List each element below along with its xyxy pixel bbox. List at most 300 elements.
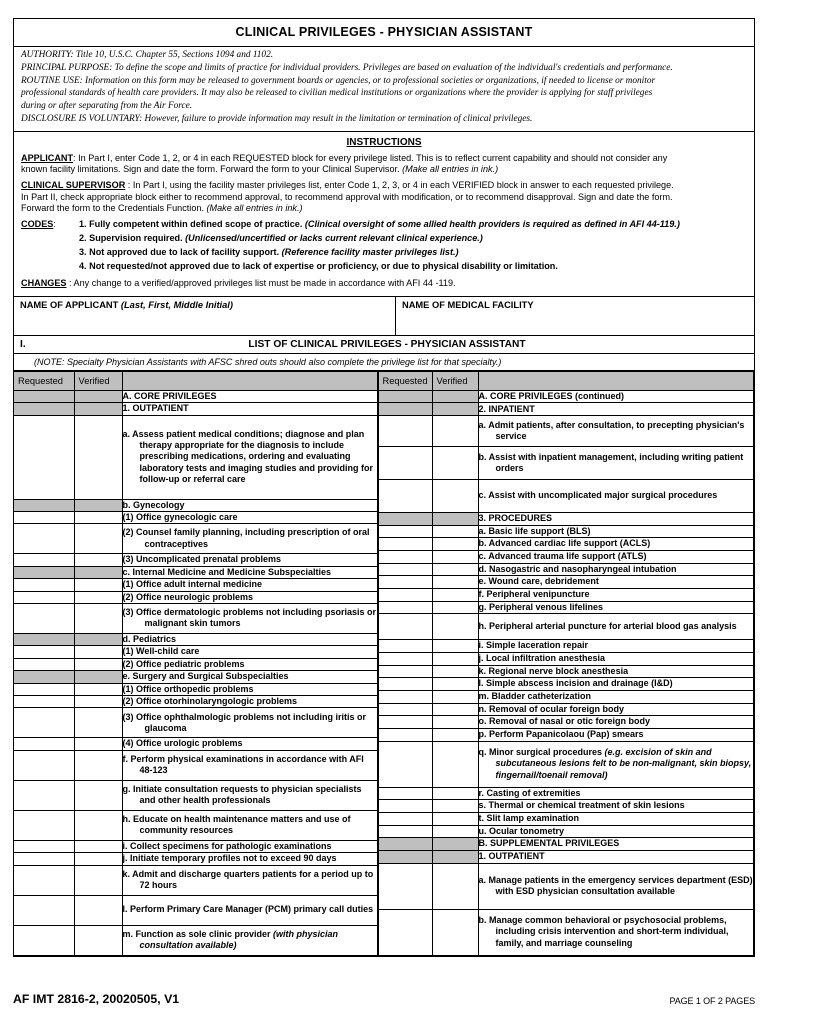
privilege-label: (4) Office urologic problems: [122, 738, 243, 749]
requested-code-cell[interactable]: [14, 591, 74, 603]
codes-label-wrap: [21, 219, 79, 275]
privilege-label-cell: [478, 863, 753, 909]
requested-code-cell: [14, 499, 74, 511]
privilege-row: [14, 591, 377, 603]
verified-code-cell[interactable]: [74, 658, 122, 670]
privilege-row: [378, 678, 753, 691]
requested-code-cell[interactable]: [14, 780, 74, 810]
privilege-label-cell: [478, 576, 753, 589]
section-i-number: I.: [20, 338, 26, 350]
privilege-row: [378, 703, 753, 716]
privilege-label-cell: [122, 524, 377, 554]
privilege-label: g. Initiate consultation requests to physician specialists and other health professionals: [122, 783, 362, 806]
requested-code-cell[interactable]: [14, 524, 74, 554]
verified-code-cell[interactable]: [432, 728, 478, 741]
code-note: (Reference facility master privileges list.): [281, 246, 459, 257]
verified-code-cell[interactable]: [432, 909, 478, 955]
authority-line: during or after separating from the Air Force.: [21, 101, 193, 112]
verified-code-cell[interactable]: [432, 716, 478, 729]
verified-code-cell[interactable]: [74, 554, 122, 566]
privilege-label-cell: [478, 640, 753, 653]
requested-code-cell[interactable]: [378, 551, 432, 564]
column-header-requested: Requested: [378, 371, 432, 390]
requested-code-cell[interactable]: [378, 825, 432, 838]
requested-code-cell[interactable]: [14, 579, 74, 591]
code-item: [79, 233, 747, 245]
verified-code-cell[interactable]: [432, 690, 478, 703]
requested-code-cell[interactable]: [378, 728, 432, 741]
privilege-label: (2) Office pediatric problems: [122, 658, 245, 669]
privilege-label: h. Peripheral arterial puncture for arterial blood gas analysis: [478, 621, 737, 632]
authority-line: ROUTINE USE: Information on this form may be released to government boards or agencies, or to professional societies or organizations, if needed to license or monitor: [21, 75, 656, 86]
privilege-label-cell: [478, 678, 753, 691]
verified-code-cell[interactable]: [74, 603, 122, 633]
authority-line: DISCLOSURE IS VOLUNTARY: However, failure to provide information may result in the limitation or termination of clinical privileges.: [21, 113, 533, 124]
privilege-label: d. Nasogastric and nasopharyngeal intubation: [478, 563, 677, 574]
requested-code-cell: [14, 566, 74, 578]
privilege-label-cell: [478, 787, 753, 800]
privilege-row: [378, 787, 753, 800]
requested-code-cell: [378, 850, 432, 863]
verified-code-cell[interactable]: [74, 853, 122, 865]
privilege-label-cell: [122, 658, 377, 670]
privilege-label: c. Assist with uncomplicated major surgical procedures: [478, 490, 718, 501]
authority-line: PRINCIPAL PURPOSE: To define the scope and limits of practice for individual providers. Privileges are based on evaluation of the individual's credentials and performance.: [21, 62, 673, 73]
section-i-header: [13, 336, 755, 354]
privilege-row: [14, 390, 377, 402]
requested-code-cell[interactable]: [14, 646, 74, 658]
privilege-label: i. Simple laceration repair: [478, 640, 589, 651]
verified-code-cell[interactable]: [432, 416, 478, 447]
privilege-label-cell: [122, 853, 377, 865]
requested-code-cell[interactable]: [378, 614, 432, 640]
verified-code-cell[interactable]: [432, 825, 478, 838]
code-number: 1.: [79, 218, 90, 229]
privilege-label-cell: [478, 551, 753, 564]
privilege-label-cell: [478, 716, 753, 729]
requested-code-cell[interactable]: [14, 708, 74, 738]
privilege-row: [14, 696, 377, 708]
verified-code-cell[interactable]: [432, 665, 478, 678]
privilege-label: c. Internal Medicine and Medicine Subspecialties: [122, 566, 332, 577]
privilege-row: [14, 853, 377, 865]
privilege-label-cell: [122, 554, 377, 566]
verified-code-cell[interactable]: [432, 678, 478, 691]
privilege-label: (2) Office neurologic problems: [122, 591, 254, 602]
requested-code-cell[interactable]: [14, 738, 74, 750]
verified-code-cell[interactable]: [74, 865, 122, 895]
requested-code-cell[interactable]: [378, 576, 432, 589]
code-text: Not requested/not approved due to lack of expertise or proficiency, or due to physical disability or limitation.: [89, 261, 558, 272]
privilege-row: [14, 840, 377, 852]
requested-code-cell[interactable]: [14, 865, 74, 895]
verified-code-cell[interactable]: [432, 447, 478, 480]
requested-code-cell[interactable]: [14, 658, 74, 670]
privilege-label: 2. INPATIENT: [478, 403, 535, 414]
column-header-privilege: [478, 371, 753, 390]
code-item: [79, 219, 747, 231]
verified-code-cell[interactable]: [74, 511, 122, 523]
applicant-label: APPLICANT: [21, 152, 74, 163]
supervisor-line1: : In Part I, using the facility master privileges list, enter Code 1, 2, 3, or 4 in each VERIFIED block in answer to each requested privilege.: [125, 179, 674, 190]
privilege-row: [14, 524, 377, 554]
requested-code-cell[interactable]: [378, 525, 432, 538]
code-text: Supervision required.: [89, 232, 186, 243]
authority-line: AUTHORITY: Title 10, U.S.C. Chapter 55, Sections 1094 and 1102.: [21, 50, 274, 60]
requested-code-cell[interactable]: [378, 741, 432, 787]
requested-code-cell[interactable]: [14, 750, 74, 780]
verified-code-cell[interactable]: [74, 810, 122, 840]
requested-code-cell[interactable]: [14, 853, 74, 865]
form-title: CLINICAL PRIVILEGES - PHYSICIAN ASSISTANT: [13, 18, 755, 47]
changes-text: : Any change to a verified/approved privileges list must be made in accordance with AFI 44 -119.: [66, 278, 456, 289]
privilege-row: [378, 741, 753, 787]
privilege-row: [14, 566, 377, 578]
privilege-row: [378, 403, 753, 416]
privilege-label-cell: [478, 601, 753, 614]
verified-code-cell[interactable]: [432, 480, 478, 513]
privilege-label-cell: [478, 825, 753, 838]
privilege-label: a. Admit patients, after consultation, to precepting physician's service: [478, 419, 745, 442]
privilege-label: (3) Office ophthalmologic problems not including iritis or glaucoma: [122, 711, 367, 733]
privilege-label-note: (e.g. excision of skin and subcutaneous lesions felt to be non-malignant, skin biopsy, fingernail/toenail removal): [495, 746, 752, 780]
privilege-label-cell: [478, 800, 753, 813]
verified-code-cell[interactable]: [74, 524, 122, 554]
privilege-row: [14, 633, 377, 645]
privilege-row: [14, 895, 377, 925]
privilege-row: [14, 603, 377, 633]
requested-code-cell: [14, 390, 74, 402]
verified-code-cell[interactable]: [432, 640, 478, 653]
privilege-label-cell: [122, 671, 377, 683]
privilege-row: [378, 909, 753, 955]
privilege-label: A. CORE PRIVILEGES (continued): [478, 390, 625, 401]
requested-code-cell: [14, 633, 74, 645]
requested-code-cell[interactable]: [14, 840, 74, 852]
requested-code-cell[interactable]: [378, 863, 432, 909]
requested-code-cell: [378, 513, 432, 526]
privilege-row: [378, 728, 753, 741]
applicant-line1: : In Part I, enter Code 1, 2, or 4 in each REQUESTED block for every privilege listed. This is to reflect current capability and should not consider any: [73, 152, 668, 163]
privilege-row: [14, 646, 377, 658]
verified-code-cell[interactable]: [432, 601, 478, 614]
verified-code-cell[interactable]: [432, 812, 478, 825]
changes-instructions: [21, 278, 747, 290]
privilege-label-cell: [478, 850, 753, 863]
requested-code-cell: [378, 403, 432, 416]
privilege-label-cell: [478, 703, 753, 716]
privilege-label: b. Assist with inpatient management, including writing patient orders: [478, 451, 744, 474]
privilege-label-cell: [478, 480, 753, 513]
verified-code-cell[interactable]: [432, 576, 478, 589]
authority-line: professional standards of health care providers. It may also be released to civilian medical institutions or organizations where the provider is applying for staff privileges: [21, 88, 653, 99]
privilege-label-cell: [122, 810, 377, 840]
privilege-row: [378, 513, 753, 526]
privilege-label-cell: [478, 563, 753, 576]
supervisor-instructions: [21, 180, 747, 215]
privilege-row: [378, 480, 753, 513]
privilege-row: [378, 850, 753, 863]
privilege-label: i. Collect specimens for pathologic examinations: [122, 840, 332, 851]
requested-code-cell: [378, 838, 432, 851]
privilege-label-cell: [122, 840, 377, 852]
privilege-row: [14, 738, 377, 750]
privilege-row: [14, 671, 377, 683]
requested-code-cell[interactable]: [378, 787, 432, 800]
applicant-line2a: known facility limitations. Sign and date the form. Forward the form to your Clinical Supervisor.: [21, 164, 403, 175]
privilege-row: [378, 551, 753, 564]
privilege-label: 3. PROCEDURES: [478, 513, 553, 524]
privilege-label: (2) Counsel family planning, including prescription of oral contraceptives: [122, 527, 370, 549]
supervisor-line2: In Part II, check appropriate block either to recommend approval, to recommend approval with modification, or to recommend disapproval. Sign and date the form.: [21, 191, 673, 202]
verified-code-cell[interactable]: [74, 925, 122, 955]
verified-code-cell[interactable]: [74, 708, 122, 738]
requested-code-cell[interactable]: [14, 895, 74, 925]
privilege-label: l. Simple abscess incision and drainage (I&D): [478, 678, 673, 689]
medical-facility-field[interactable]: [396, 297, 754, 335]
requested-code-cell[interactable]: [378, 812, 432, 825]
requested-code-cell[interactable]: [378, 652, 432, 665]
privilege-row: [378, 716, 753, 729]
privilege-row: [14, 511, 377, 523]
privilege-label: a. Basic life support (BLS): [478, 525, 591, 536]
privilege-label-cell: [478, 513, 753, 526]
privilege-label: k. Regional nerve block anesthesia: [478, 665, 629, 676]
privilege-row: [14, 925, 377, 955]
privilege-row: [14, 708, 377, 738]
privilege-label: (2) Office otorhinolaryngologic problems: [122, 696, 298, 706]
requested-code-cell: [14, 403, 74, 415]
privilege-label-cell: [122, 603, 377, 633]
requested-code-cell[interactable]: [378, 690, 432, 703]
requested-code-cell[interactable]: [378, 588, 432, 601]
privilege-label-cell: [478, 525, 753, 538]
privilege-label-cell: [478, 588, 753, 601]
verified-code-cell[interactable]: [74, 780, 122, 810]
requested-code-cell[interactable]: [14, 511, 74, 523]
verified-code-cell: [74, 671, 122, 683]
privilege-row: [14, 554, 377, 566]
privilege-label-cell: [478, 538, 753, 551]
requested-code-cell[interactable]: [378, 480, 432, 513]
privilege-label: s. Thermal or chemical treatment of skin lesions: [478, 800, 685, 811]
codes-block: [21, 219, 747, 275]
requested-code-cell[interactable]: [378, 716, 432, 729]
privilege-row: [378, 525, 753, 538]
privilege-row: [378, 690, 753, 703]
applicant-name-label: NAME OF APPLICANT: [20, 299, 119, 310]
privilege-label: B. SUPPLEMENTAL PRIVILEGES: [478, 838, 620, 849]
verified-code-cell[interactable]: [74, 415, 122, 499]
requested-code-cell[interactable]: [378, 909, 432, 955]
verified-code-cell: [74, 403, 122, 415]
requested-code-cell[interactable]: [378, 447, 432, 480]
code-text: Not approved due to lack of facility support.: [89, 246, 282, 257]
privilege-label-cell: [122, 511, 377, 523]
privilege-label: n. Removal of ocular foreign body: [478, 703, 625, 714]
requested-code-cell[interactable]: [378, 640, 432, 653]
privilege-label-cell: [122, 738, 377, 750]
column-header-verified: Verified: [74, 371, 122, 390]
verified-code-cell[interactable]: [74, 579, 122, 591]
verified-code-cell: [432, 838, 478, 851]
privilege-label: 1. OUTPATIENT: [122, 403, 189, 414]
privilege-label-cell: [122, 403, 377, 415]
privilege-label-cell: [478, 728, 753, 741]
code-number: 4.: [79, 261, 90, 272]
code-item: [79, 261, 747, 273]
verified-code-cell[interactable]: [432, 614, 478, 640]
privilege-label: t. Slit lamp examination: [478, 812, 580, 823]
privilege-row: [14, 683, 377, 695]
requested-code-cell[interactable]: [14, 554, 74, 566]
privilege-label: (3) Uncomplicated prenatal problems: [122, 554, 282, 565]
privilege-label: b. Advanced cardiac life support (ACLS): [478, 538, 651, 549]
privilege-label-cell: [478, 838, 753, 851]
privilege-label-cell: [122, 646, 377, 658]
requested-code-cell[interactable]: [14, 603, 74, 633]
name-fields-row: [13, 297, 755, 336]
privilege-label: f. Peripheral venipuncture: [478, 589, 590, 600]
privilege-label: a. Assess patient medical conditions; diagnose and plan therapy appropriate for the diagnosis to include prescribing medications, ordering and evaluating laboratory tests and imaging studies and providing for follow-up or referral care: [122, 428, 374, 485]
applicant-instructions: [21, 153, 747, 176]
verified-code-cell[interactable]: [74, 591, 122, 603]
verified-code-cell: [432, 513, 478, 526]
privilege-label-cell: [122, 683, 377, 695]
privilege-label: b. Gynecology: [122, 499, 185, 510]
verified-code-cell: [432, 390, 478, 403]
privilege-row: [14, 499, 377, 511]
verified-code-cell[interactable]: [74, 840, 122, 852]
privileges-tables: [13, 371, 755, 957]
requested-code-cell[interactable]: [378, 601, 432, 614]
requested-code-cell: [14, 671, 74, 683]
medical-facility-label: NAME OF MEDICAL FACILITY: [402, 299, 534, 310]
supervisor-line3a: Forward the form to the Credentials Function.: [21, 203, 207, 214]
privilege-row: [378, 863, 753, 909]
privilege-label: l. Perform Primary Care Manager (PCM) primary call duties: [122, 904, 374, 915]
requested-code-cell[interactable]: [378, 416, 432, 447]
requested-code-cell[interactable]: [378, 800, 432, 813]
verified-code-cell[interactable]: [432, 652, 478, 665]
privilege-label-cell: [478, 909, 753, 955]
privileges-header-row: [378, 371, 753, 390]
privilege-label: 1. OUTPATIENT: [478, 851, 545, 862]
privileges-header-row: [14, 371, 377, 390]
verified-code-cell: [74, 566, 122, 578]
requested-code-cell[interactable]: [378, 665, 432, 678]
applicant-ink-note: (Make all entries in ink.): [402, 164, 499, 175]
verified-code-cell[interactable]: [432, 741, 478, 787]
code-number: 2.: [79, 232, 90, 243]
privilege-label-cell: [122, 780, 377, 810]
privilege-label: r. Casting of extremities: [478, 787, 581, 798]
privilege-label-cell: [478, 665, 753, 678]
verified-code-cell: [74, 633, 122, 645]
verified-code-cell[interactable]: [432, 525, 478, 538]
privilege-label: j. Local infiltration anesthesia: [478, 653, 606, 664]
verified-code-cell[interactable]: [432, 703, 478, 716]
privilege-row: [378, 588, 753, 601]
requested-code-cell[interactable]: [378, 563, 432, 576]
form-footer: [13, 992, 806, 1006]
codes-colon: :: [53, 218, 56, 229]
requested-code-cell[interactable]: [14, 810, 74, 840]
code-text: Fully competent within defined scope of practice.: [89, 218, 305, 229]
privilege-label-cell: [122, 865, 377, 895]
specialty-note: (NOTE: Specialty Physician Assistants with AFSC shred outs should also complete the privilege list for that specialty.): [13, 354, 755, 371]
privilege-label-cell: [122, 390, 377, 402]
privilege-row: [378, 563, 753, 576]
privilege-label-cell: [122, 708, 377, 738]
verified-code-cell[interactable]: [74, 696, 122, 708]
privilege-label: u. Ocular tonometry: [478, 825, 565, 836]
requested-code-cell[interactable]: [378, 678, 432, 691]
privilege-label-cell: [478, 403, 753, 416]
privilege-label: o. Removal of nasal or otic foreign body: [478, 716, 651, 727]
privilege-row: [14, 579, 377, 591]
instructions-block: [13, 132, 755, 297]
privilege-row: [14, 403, 377, 415]
form-identifier: AF IMT 2816-2, 20020505, V1: [13, 992, 180, 1006]
privilege-label: (1) Well-child care: [122, 646, 200, 657]
privilege-label: m. Bladder catheterization: [478, 691, 592, 702]
requested-code-cell[interactable]: [14, 925, 74, 955]
instructions-heading: INSTRUCTIONS: [346, 136, 422, 148]
verified-code-cell[interactable]: [432, 538, 478, 551]
privilege-row: [378, 576, 753, 589]
verified-code-cell[interactable]: [432, 563, 478, 576]
verified-code-cell[interactable]: [432, 551, 478, 564]
verified-code-cell[interactable]: [74, 646, 122, 658]
verified-code-cell[interactable]: [432, 588, 478, 601]
applicant-name-field[interactable]: [14, 297, 396, 335]
verified-code-cell[interactable]: [74, 750, 122, 780]
verified-code-cell[interactable]: [432, 787, 478, 800]
requested-code-cell[interactable]: [14, 696, 74, 708]
privilege-row: [378, 614, 753, 640]
requested-code-cell[interactable]: [378, 538, 432, 551]
privilege-label-cell: [122, 579, 377, 591]
column-header-privilege: [122, 371, 377, 390]
privilege-label-cell: [478, 614, 753, 640]
verified-code-cell[interactable]: [74, 895, 122, 925]
code-note: (Unlicensed/uncertified or lacks current relevant clinical experience.): [185, 232, 483, 243]
privilege-row: [14, 865, 377, 895]
privilege-label: f. Perform physical examinations in accordance with AFI 48-123: [122, 753, 364, 776]
privilege-label-cell: [122, 895, 377, 925]
privilege-label-cell: [122, 925, 377, 955]
privilege-label: (1) Office adult internal medicine: [122, 579, 263, 590]
privilege-label: q. Minor surgical procedures: [478, 746, 605, 757]
privilege-row: [14, 658, 377, 670]
requested-code-cell[interactable]: [14, 683, 74, 695]
privilege-label: d. Pediatrics: [122, 633, 177, 644]
privilege-row: [378, 640, 753, 653]
verified-code-cell[interactable]: [74, 683, 122, 695]
requested-code-cell[interactable]: [14, 415, 74, 499]
verified-code-cell[interactable]: [432, 863, 478, 909]
privilege-row: [378, 390, 753, 403]
codes-list: [79, 219, 747, 275]
verified-code-cell[interactable]: [74, 738, 122, 750]
requested-code-cell[interactable]: [378, 703, 432, 716]
page-number: PAGE 1 OF 2 PAGES: [669, 996, 755, 1006]
verified-code-cell[interactable]: [432, 800, 478, 813]
privileges-table-right: [378, 371, 754, 956]
privilege-label: (3) Office dermatologic problems not including psoriasis or malignant skin tumors: [122, 607, 377, 629]
privilege-label-cell: [478, 741, 753, 787]
